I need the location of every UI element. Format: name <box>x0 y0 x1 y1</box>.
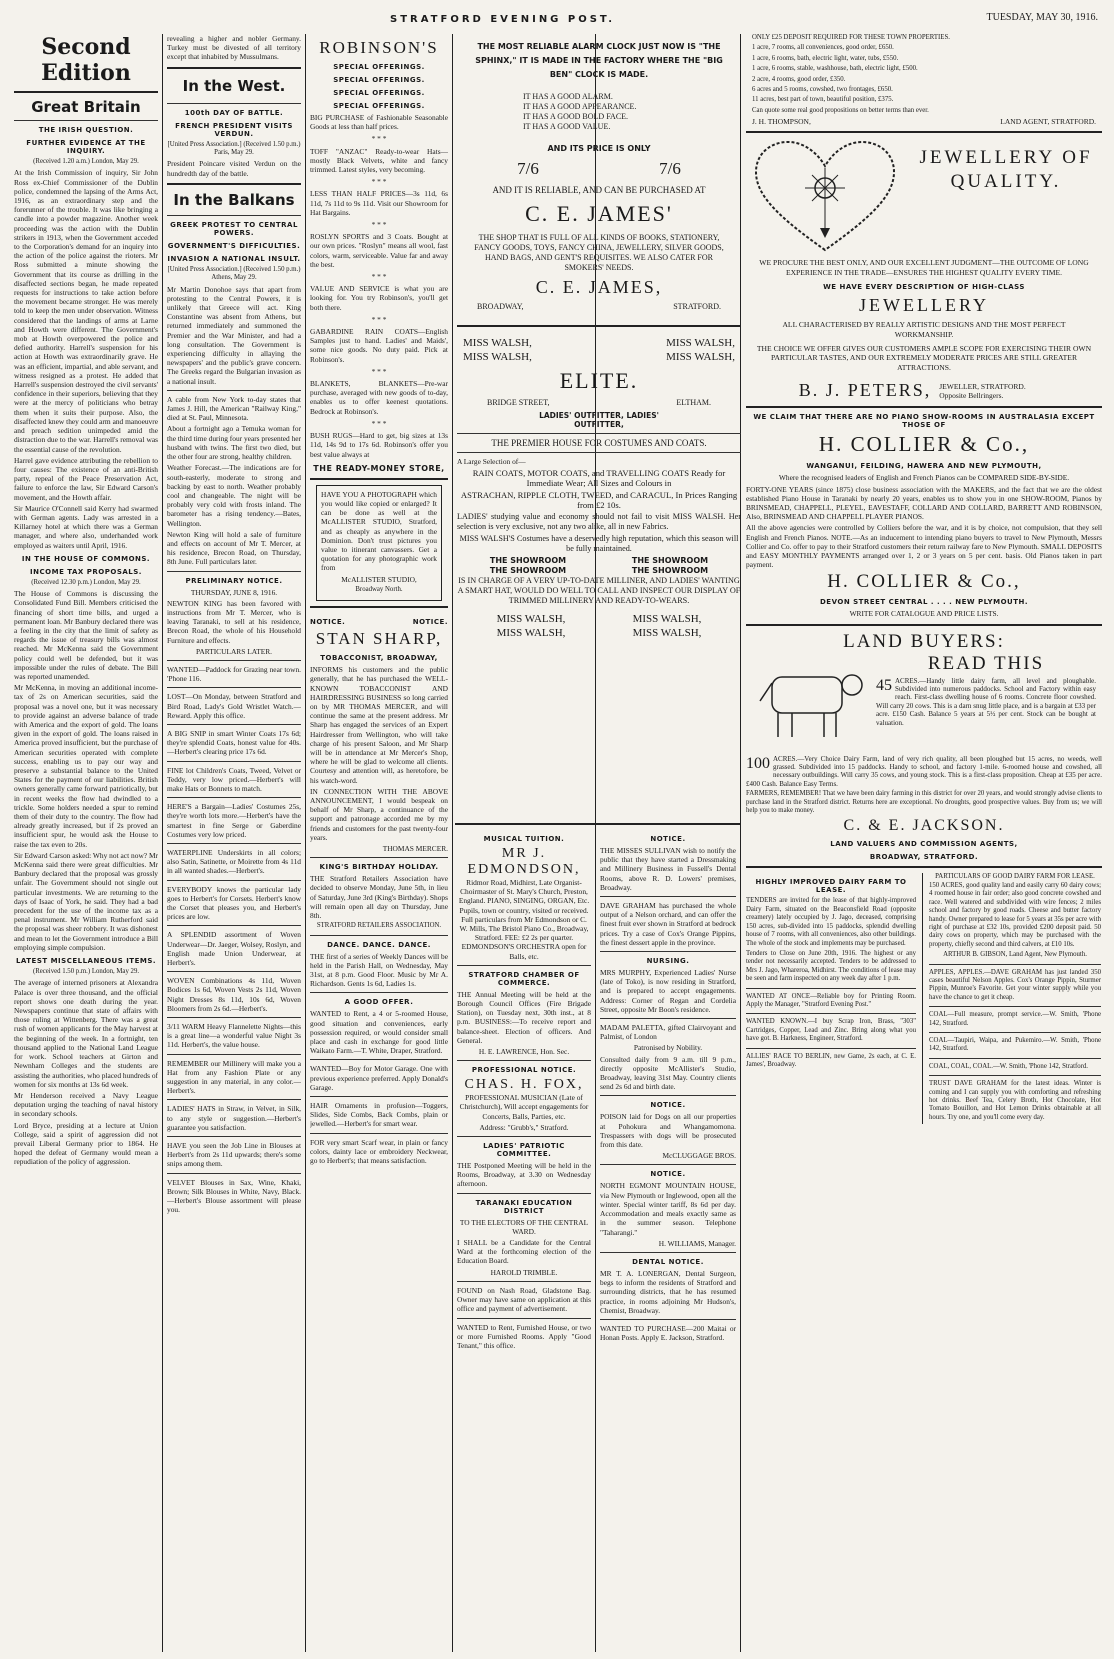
properties-heading: ONLY £25 DEPOSIT REQUIRED FOR THESE TOWN PROPERTIES. <box>752 34 950 41</box>
selection-intro: A Large Selection of— <box>457 457 526 466</box>
robinsons-item: GABARDINE RAIN COATS—English Samples just to hand. Ladies' and Maids', some nice goods. No duty paid. Pick at Robinson's. <box>310 327 448 364</box>
column-rule <box>305 34 306 1652</box>
land-buyers: LAND BUYERS: <box>843 630 1005 652</box>
robinsons-item: TOFF "ANZAC" Ready-to-wear Hats—mostly Black Velvets, white and fancy trimmed. Latest styles, very becoming. <box>310 146 448 175</box>
jewellery-title: JEWELLERY <box>859 295 989 316</box>
classified-ad: EVERYBODY knows the particular lady goes to Herbert's for Corsets. Herbert's know the Corset that pleases you, and Herbert's prices are low. <box>167 884 301 922</box>
stan-sharp-sub: TOBACCONIST, BROADWAY, <box>320 654 438 663</box>
good-offer-body: WANTED to Rent, a 4 or 5-roomed House, good situation and conveniences, early possession required, or would consider small place and cash in exchange for good little Waikato Farm.—T. White, Draper, Stratford. <box>310 1009 448 1056</box>
column-rule <box>452 34 453 1652</box>
article-body: About a fortnight ago a Temuka woman for the third time during four years presented her husband with twins. The first two died, but the other four are strong, healthy children. <box>167 424 301 462</box>
dental-body: MR T. A. LONERGAN, Dental Surgeon, begs to inform the residents of Stratford and surrounding districts, that he has resumed practice, in rooms adjoining Mr Hudson's, Chemist, Broadway. <box>600 1268 736 1315</box>
taranaki-heading: TARANAKI EDUCATION DISTRICT <box>475 1198 573 1215</box>
column-james-walsh <box>457 34 741 854</box>
particulars-lease <box>929 873 1101 1124</box>
walsh-name: MISS WALSH, <box>632 627 702 640</box>
article-body: revealing a higher and nobler Germany. Turkey must be divested of all territory except that inhabited by Mussulmans. <box>167 34 301 62</box>
jackson-address: BROADWAY, STRATFORD. <box>869 853 979 862</box>
classified-ad: WATERPLINE Underskirts in all colors; also Satin, Satinette, or Moirette from 4s 11d in all wanted shades.—Herbert's. <box>167 848 301 876</box>
notice-label: NOTICE. <box>310 618 346 627</box>
special-offerings: SPECIAL OFFERINGS. <box>333 76 425 84</box>
clock-reliable: AND IT IS RELIABLE, AND CAN BE PURCHASED AT <box>492 185 706 195</box>
clock-price: 7/6 <box>659 159 681 178</box>
chamber-heading: STRATFORD CHAMBER OF COMMERCE. <box>468 970 580 987</box>
classified-ad: WOVEN Combinations 4s 11d, Woven Bodices 1s 6d, Woven Vests 2s 11d, Woven Night Dresses 8s 11d, 10s 6d, Woven Bloomers from 2s 6d.—Herbert's. <box>167 976 301 1013</box>
outfitter: LADIES' OUTFITTER, LADIES' OUTFITTER, <box>539 411 659 429</box>
clock-feature: IT HAS A GOOD BOLD FACE. <box>523 112 629 121</box>
dairy-heading: HIGHLY IMPROVED DAIRY FARM TO LEASE. <box>755 878 907 895</box>
section-subheading: INVASION A NATIONAL INSULT. <box>167 254 301 263</box>
headline-west: In the West. <box>182 76 286 95</box>
particulars-heading: PARTICULARS OF GOOD DAIRY FARM FOR LEASE. <box>935 873 1095 881</box>
dance-body: THE first of a series of Weekly Dances will be held in the Parish Hall, on Wednesday, May 31st, at 8 p.m. Good Floor. Music by Mr A. Richardson. Gents 1s 6d, Ladies 1s. <box>310 951 448 989</box>
every-description: WE HAVE EVERY DESCRIPTION OF HIGH-CLASS <box>823 283 1025 292</box>
article-body: Mr Martin Donohoe says that apart from protesting to the Central Powers, it is unlikely that Greece will act. King Constantine was absent from Athens, but returned immediately and summoned the Premier and the War Minister, and had a long consultation. The Government is experiencing difficulty in allaying the newspapers' and the public's grave concern. The Greeks regard the Bulgarian invasion as a national insult. <box>167 284 301 386</box>
paletta-title: MADAM PALETTA, gifted Clairvoyant and Palmist, of London <box>600 1023 736 1042</box>
musical-heading: MUSICAL TUITION. <box>483 835 565 843</box>
cow-icon <box>752 653 872 743</box>
trust-graham-ad: TRUST DAVE GRAHAM for the latest ideas. Winter is coming and I can supply you with comforting and refreshing hot drinks. Beef Tea, Celery Broth, Hot Chocolate, Hot Tomato Bouillon, and Hot Lemon Drinks obtainable at all hours. Try one, and you'll come every day. <box>929 1080 1101 1121</box>
section-heading: THE IRISH QUESTION. <box>38 126 134 134</box>
peters-name: B. J. PETERS, <box>798 380 932 401</box>
property-line: 6 acres and 5 rooms, cowshed, two frontages, £650. <box>752 86 893 94</box>
article-body: Weather Forecast.—The indications are for south-easterly, moderate to strong and backing by east to north. Weather probably cool and changeable. The night will be probably very cold with frosts inland. The barometer has a rising tendency.—Bates, Wellington. <box>167 463 301 528</box>
classified-ad: WANTED—Boy for Motor Garage. One with previous experience preferred. Apply Donald's Garage. <box>310 1064 448 1092</box>
stan-sharp-body: INFORMS his customers and the public generally, that he has purchased the WELL-KNOWN TOBACCONIST AND HAIRDRESSING BUSINESS so long carried on by MR THOMAS MERCER, and will continue the same at the present address. Mr Sharp has engaged the services of an Expert Hairdresser from Wellington, who will take charge of his present Saloon, and Mr Sharp will be in attendance at Mr Mercer's Shop, where he will be glad to welcome all clients. Courtesy and attention will, as heretofore, be his watch-word. <box>310 665 448 785</box>
collier-body-3: All the above agencies were controlled by Colliers before the war, and it is by choice, not compulsion, that they sell English and French Pianos. NOTE.—As an inducement to intending piano buyers to travel to New Plymouth, Messrs Collier and Co. offer to pay to their Stratford customers their return railway fare to New Plymouth. SMALL DEPOSITS and EASY MONTHLY PAYMENTS arranged over 1, 2 or 3 years on 5 per cent. basis. Old Pianos taken in part payment. <box>746 523 1102 570</box>
dairy-body: TENDERS are invited for the lease of that highly-improved Dairy Farm, situated on the Beaconsfield Road (opposite creamery) lately occupied by J. Jago, deceased, comprising 150 acres, sub-divided into 15 paddocks, splendid dwelling house of 7 rooms, with all conveniences, also other buildings. The whole of the stock and implements may be purchased. <box>746 897 916 947</box>
jackson-role: LAND VALUERS AND COMMISSION AGENTS, <box>830 840 1018 849</box>
section-subheading: GOVERNMENT'S DIFFICULTIES. <box>167 241 301 250</box>
acres100-number: 100 <box>746 754 770 772</box>
dairy-lease <box>746 873 916 1124</box>
james-title: C. E. JAMES' <box>525 201 673 226</box>
robinsons-item: VALUE AND SERVICE is what you are looking for. You try Robinson's, you'll get both there. <box>310 284 448 312</box>
collier-body: Where the recognised leaders of English and French Pianos can be COMPARED SIDE-BY-SIDE. <box>778 473 1070 483</box>
classified-ad: FOR very smart Scarf wear, in plain or fancy colors, dainty lace or embroidery Neckwear, go to Herbert's; that means satisfaction. <box>310 1137 448 1166</box>
classified-ad: LADIES' HATS in Straw, in Velvet, in Silk, to any style or suggestion.—Herbert's guarantee you satisfaction. <box>167 1104 301 1132</box>
acres100-block <box>746 755 1102 789</box>
notice-row <box>310 613 448 629</box>
walsh-banner <box>457 332 741 364</box>
dental-heading: DENTAL NOTICE. <box>632 1257 704 1266</box>
acres45-body: ACRES.—Handy little dairy farm, all level and ploughable. Subdivided into numerous paddocks. School and Factory within easy reach. First-class dwelling house of 6 rooms. Concrete floor cowshed. Will carry 20 cows. This is a darn snug little place, and is a bargain at £33 per acre. £150 Cash. Balance 5 years at 5½ per cent. Stock can be bought at valuation. <box>876 676 1096 727</box>
paletta-patronage: Patronised by Nobility. <box>633 1043 703 1053</box>
classified-ad: A BIG SNIP in smart Winter Coats 17s 6d; they're splendid Coats, honest value for 40s.—Herbert's clearing price 17s 6d. <box>167 728 301 757</box>
dairy-body-2: Tenders to Close on June 20th, 1916. The highest or any tender not necessarily accepted. Tenders to be addressed to Mrs J. Jago, Whareroa, Midhirst. The conditions of lease may be seen and farm inspected on any week day after 1 p.m. <box>746 949 916 983</box>
patriotic-heading: LADIES' PATRIOTIC COMMITTEE. <box>483 1142 565 1159</box>
article-body: The House of Commons is discussing the Consolidated Fund Bill. Members criticised the financing of short time bills, and urged a permanent loan. Mr Banbury declared there was a feeling in the city that the limit of safety as regards the issue of treasury bills was almost reached. Mr McKenna said the Government policy could well be defended, but it was impossible under the rules of debate. The Bill was reported unamended. <box>14 589 158 681</box>
photo-ad-box <box>316 485 442 601</box>
connection-body: IN CONNECTION WITH THE ABOVE ANNOUNCEMENT, I would bespeak on behalf of Mr Sharp, a continuance of the support and patronage accorded me by my friends and customers for the past twenty-four years. <box>310 786 448 842</box>
robinsons-item: LESS THAN HALF PRICES—3s 11d, 6s 11d, 7s 11d to 9s 11d. Visit our Showroom for Hat Bargains. <box>310 189 448 217</box>
showroom-label: THE SHOWROOM <box>489 556 567 566</box>
lease-row <box>746 873 1102 1124</box>
section-heading: IN THE HOUSE OF COMMONS. <box>21 554 151 563</box>
newspaper-title: STRATFORD EVENING POST. <box>390 14 616 25</box>
collier-title: H. COLLIER & Co., <box>818 432 1030 457</box>
property-line: 1 acre, 7 rooms, all conveniences, good order, £650. <box>752 44 894 52</box>
connection-signature: THOMAS MERCER. <box>382 844 448 853</box>
classified-ad: FOUND on Nash Road, Gladstone Bag. Owner may have same on application at this office and payment of advertisement. <box>457 1285 591 1314</box>
fox-body: PROFESSIONAL MUSICIAN (Late of Christchurch), Will accept engagements for Concerts, Balls, Parties, etc. <box>459 1093 589 1121</box>
james-address <box>457 302 741 311</box>
dance-heading: DANCE. DANCE. DANCE. <box>327 940 431 949</box>
piano-claim: WE CLAIM THAT THERE ARE NO PIANO SHOW-ROOMS IN AUSTRALASIA EXCEPT THOSE OF <box>753 413 1095 430</box>
notice-label: NOTICE. <box>412 618 448 627</box>
james-title-2: C. E. JAMES, <box>535 277 663 297</box>
classified-ad: WANTED AT ONCE—Reliable boy for Printing Room. Apply the Manager, "Stratford Evening Post." <box>746 992 916 1008</box>
dateline: [United Press Association.] (Received 1.50 p.m.) Athens, May 29. <box>167 265 301 282</box>
collier-towns: WANGANUI, FEILDING, HAWERA AND NEW PLYMOUTH, <box>806 462 1042 471</box>
procure-text: WE PROCURE THE BEST ONLY, AND OUR EXCELLENT JUDGMENT—THE OUTCOME OF LONG EXPERIENCE IN THE TRADE—ENSURES THE HIGHEST QUALITY EVERY TIME. <box>759 258 1089 277</box>
notice-body: NEWTON KING has been favored with instructions from Mr T. Mercer, who is leaving Taranaki, to sell at his residence, Brecon Road, the whole of his Household Furniture and effects. <box>167 598 301 645</box>
notice-heading: NOTICE. <box>650 1170 686 1179</box>
classified-ad: REMEMBER our Millinery will make you a Hat from any Fashion Plate or any suggestion in any material, in any color.—Herbert's. <box>167 1058 301 1096</box>
notice-heading: PRELIMINARY NOTICE. <box>185 576 283 585</box>
acres45-block <box>876 677 1096 729</box>
dateline: [United Press Association.] (Received 1.50 p.m.) Paris, May 29. <box>167 140 301 157</box>
robinsons-item: BLANKETS, BLANKETS—Pre-war purchase, averaged with new goods of to-day, enables us to offer keenest quotations. Bedrock at Robinson's. <box>310 379 448 416</box>
column-news-war <box>167 34 301 1652</box>
notice-date: THURSDAY, JUNE 8, 1916. <box>190 587 278 597</box>
apples-ad: APPLES, APPLES.—DAVE GRAHAM has just landed 350 cases beautiful Nelson Apples. Cox's Orange Pippin, Sturmer Pippin, Munroe's Favorite. Get your winter supply while you have the chance to get it cheap. <box>929 968 1101 1001</box>
jackson-title: C. & E. JACKSON. <box>843 817 1005 835</box>
article-body: Harrel gave evidence attributing the rebellion to four causes: The existence of an anti-British party, repeal of the Peace Preservation Act, failure to enforce the law, Sir Edward Carson's movement, and the Howth affair. <box>14 455 158 502</box>
elite-town: ELTHAM. <box>676 398 711 407</box>
article-body: At the Irish Commission of inquiry, Sir John Ross ex-Chief Commissioner of the Dublin police, condemned the lapsing of the Arms Act, 1916, as an extraordinary step and the forerunner of the trouble. It was like bringing a candle into a powder magazine. Another week proceeding was the action with the Dublin strikers in 1913, when the Government acceded to the Corporation's demand for an inquiry into the action of the police against the rioters. Mr Ross submitted a minute showing the Government that its course as drilling in the disaffected sections began, he made repeated requests for instructions to take action before the movement became stronger. He was merely told to keep the men under observation. Witness considered that the landings of arms at Larne and Howth were different. The Government's mob at Howth overpowered the police and defied authority. Harrell's suspension for his action at Howth was extraordinarily grave. He was an efficient, impartial, and able servant, and witness resigned as a protest. He added that Harrell's suspension destroyed the civil servants' confidence in their superiors, believing that they were at the mercy of politicians who betray them when it suits their purpose. Also, the disaffected knew they could arm and manoeuvre and preach sedition unimpeded amid the distraction due to the war. Harrell's removal was the essential cause of the revolution. <box>14 168 158 454</box>
edition-banner: Second Edition <box>41 34 131 86</box>
showroom-label: THE SHOWROOM <box>631 566 709 576</box>
robinsons-title: ROBINSON'S <box>319 38 439 57</box>
walsh-name: MISS WALSH, <box>463 337 532 349</box>
section-subheading: GREEK PROTEST TO CENTRAL POWERS. <box>170 220 298 237</box>
fox-name: CHAS. H. FOX, <box>464 1077 584 1093</box>
taranaki-sub: TO THE ELECTORS OF THE CENTRAL WARD. <box>459 1217 589 1236</box>
classified-ad: HERE'S a Bargain—Ladies' Costumes 25s, they're worth lots more.—Herbert's have the smartest in fine Serge or Gaberdine Costumes very low priced. <box>167 802 301 839</box>
good-offer-heading: A GOOD OFFER. <box>344 998 414 1007</box>
edmondson-body: Ridmor Road, Midhirst, Late Organist-Choirmaster of St. Mary's Church, Preston, England. PIANO, SINGING, ORGAN, Etc. Pupils, town or country, visited or received. Full particulars from Mr Edmondson or C. W. Mills, The Bristol Piano Co., Broadway, Stratford. FEE: £2 2s per quarter. EDMONDSON'S ORCHESTRA open for Balls, etc. <box>458 878 590 961</box>
thompson-role: LAND AGENT, STRATFORD. <box>1000 117 1096 127</box>
james-street: BROADWAY, <box>477 302 524 311</box>
robinsons-item: BIG PURCHASE of Fashionable Seasonable Goods at less than half prices. <box>310 113 448 132</box>
showroom-label: THE SHOWROOM <box>489 566 567 576</box>
premier-house: THE PREMIER HOUSE FOR COSTUMES AND COATS. <box>491 438 707 448</box>
coal-ad: COAL—Taupiri, Waipa, and Pukemiro.—W. Smith, 'Phone 142, Stratford. <box>929 1036 1101 1053</box>
article-body: Sir Maurice O'Connell said Kerry had swarmed with German agents. Lady was arrested in a Killarney hotel at which there was a German manager, and where also, underhanded work employed as waiters until April, 1916. <box>14 503 158 550</box>
astrachan-line: ASTRACHAN, RIPPLE CLOTH, TWEED, and CARACUL, In Prices Ranging from £2 10s. <box>460 490 738 511</box>
walsh-name: MISS WALSH, <box>666 337 735 349</box>
heart-pendant-icon <box>750 138 900 256</box>
clock-price-label: AND ITS PRICE IS ONLY <box>547 144 651 153</box>
photo-ad-address: Broadway North. <box>355 585 403 593</box>
column-rule <box>162 34 163 1652</box>
notice-body: THE MISSES SULLIVAN wish to notify the public that they have started a Dressmaking and Millinery Business in Fussell's Dental Rooms, above R. D. Lowers' premises, Broadway. <box>600 846 736 892</box>
elite-street: BRIDGE STREET, <box>487 398 550 407</box>
classified-ad: A SPLENDID assortment of Woven Underwear—Dr. Jaeger, Wolsey, Roslyn, and English made Union Underwear, at Herbert's. <box>167 930 301 968</box>
stan-sharp-title: STAN SHARP, <box>315 629 443 649</box>
photo-ad-studio: McALLISTER STUDIO, <box>341 574 417 584</box>
clock-price: 7/6 <box>517 159 539 178</box>
showroom-row <box>457 556 741 576</box>
farmers-remember: FARMERS, REMEMBER! That we have been dairy farming in this district for over 20 years, and would strongly advise clients to purchase land in the Stratford district. Returns here are exceptional. No droughts, good prospective values. Buy from us; we will help you to make money. <box>746 790 1102 815</box>
classified-ad: HAIR Ornaments in profusion—Toggers, Slides, Side Combs, Back Combs, plain or jewelled.—Herbert's for smart wear. <box>310 1101 448 1129</box>
robinsons-item: ROSLYN SPORTS and 3 Coats. Bought at our own prices. "Roslyn" means all wool, fast colors, warm, serviceable. Value far and away the best. <box>310 232 448 269</box>
north-egmont-signature: H. WILLIAMS, Manager. <box>658 1238 736 1248</box>
special-offerings: SPECIAL OFFERINGS. <box>333 102 425 110</box>
section-divider <box>455 823 741 825</box>
walsh-name: MISS WALSH, <box>666 351 735 363</box>
acres45-number: 45 <box>876 676 892 694</box>
classified-ad: VELVET Blouses in Sax, Wine, Khaki, Brown; Silk Blouses in White, Navy, Black.—Herbert's Blouse assortment will please you. <box>167 1177 301 1215</box>
article-body: Newton King will hold a sale of furniture and effects on account of Mr T. Mercer, at his residence, Brecon Road, on Thursday, 8th June. Full particulars later. <box>167 529 301 567</box>
section-heading: LATEST MISCELLANEOUS ITEMS. <box>15 957 157 966</box>
walsh-name: MISS WALSH, <box>463 351 532 363</box>
issue-date: TUESDAY, MAY 30, 1916. <box>986 12 1098 23</box>
costumes-reputation: MISS WALSH'S Costumes have a deservedly high reputation, which this season will be fully maintained. <box>459 534 739 554</box>
acres100-body: ACRES.—Very Choice Dairy Farm, land of very rich quality, all been ploughed but 15 acres, no weeds, well grassed. Subdivided into 15 paddocks. Handy to school, and factory 1-mile. 6-roomed house and cowshed, all necessary outbuildings. Will carry 35 cows, and young stock. This is a first-class proposition. Cheap at £35 per acre. £400 Cash. Balance Easy Terms. <box>746 754 1102 788</box>
column-notices-right <box>600 830 736 1650</box>
notice-heading: NOTICE. <box>650 1101 686 1110</box>
property-line: 2 acre, 4 rooms, good order, £350. <box>752 75 846 83</box>
classified-ad: FINE lot Children's Coats, Tweed, Velvet or Teddy, very low priced.—Herbert's will make Hats or Bonnets to match. <box>167 765 301 793</box>
north-egmont-body: NORTH EGMONT MOUNTAIN HOUSE, via New Plymouth or Inglewood, open all the winter. Special winter tariff, 8s 6d per day. Accommodation and meals exactly same as in the summer season. Telephone "Taharangi." <box>600 1181 736 1237</box>
poison-body: POISON laid for Dogs on all our properties at Pohokura and Whangamomona. Trespassers with dogs will be prosecuted from this date. <box>600 1112 736 1150</box>
clock-feature: IT HAS A GOOD VALUE. <box>523 122 611 131</box>
patriotic-body: THE Postponed Meeting will be held in the Rooms, Broadway, at 3.30 on Wednesday afternoon. <box>457 1161 591 1189</box>
classified-ad: ALLIES' RACE TO BERLIN, new Game, 2s each, at C. E. James', Broadway. <box>746 1052 916 1068</box>
poison-signature: McCLUGGAGE BROS. <box>662 1151 736 1161</box>
clock-headline: THE MOST RELIABLE ALARM CLOCK JUST NOW IS "THE SPHINX," IT IS MADE IN THE FACTORY WHERE THE "BIG BEN" CLOCK IS MADE. <box>475 42 723 79</box>
nursing-body: MRS MURPHY, Experienced Ladies' Nurse (late of Toko), is now residing in Stratford, and is prepared to accept engagements. Address: Corner of Regan and Cordelia Street, opposite Mr Boon's residence. <box>600 968 736 1014</box>
land-cow-block <box>746 653 1102 749</box>
peters-row <box>746 380 1102 401</box>
clock-price-row <box>457 159 741 179</box>
ladies-value: LADIES' studying value and economy should not fail to visit MISS WALSH. Her selection is very exclusive, not any two alike, all in new Fabrics. <box>457 512 741 532</box>
clock-feature: IT HAS A GOOD ALARM. <box>523 92 613 101</box>
article-body: President Poincare visited Verdun on the hundredth day of the battle. <box>167 159 301 178</box>
taranaki-signature: HAROLD TRIMBLE. <box>490 1267 558 1277</box>
notice-footer: PARTICULARS LATER. <box>195 646 273 656</box>
coats-line: RAIN COATS, MOTOR COATS, and TRAVELLING COATS Ready for Immediate Wear; All Sizes and Colours in <box>472 468 726 489</box>
section-subheading: FURTHER EVIDENCE AT THE INQUIRY. <box>26 139 146 155</box>
elite-title: ELITE. <box>559 368 639 393</box>
kings-birthday-signature: STRATFORD RETAILERS ASSOCIATION. <box>316 922 442 930</box>
dateline: (Received 1.50 p.m.) London, May 29. <box>32 968 140 976</box>
james-town: STRATFORD. <box>673 302 721 311</box>
characterised-text: ALL CHARACTERISED BY REALLY ARTISTIC DESIGNS AND THE MOST PERFECT WORKMANSHIP. <box>782 320 1066 340</box>
peters-role: JEWELLER, STRATFORD. Opposite Bellringers. <box>939 381 1026 400</box>
collier-write: WRITE FOR CATALOGUE AND PRICE LISTS. <box>849 609 999 619</box>
robinsons-item: BUSH RUGS—Hard to get, big sizes at 13s 11d, 14s 9d to 17s 6d. Robinson's offer you best value always at <box>310 431 448 459</box>
jewellery-of-quality: JEWELLERY OF QUALITY. <box>919 147 1093 193</box>
headline-great-britain: Great Britain <box>31 98 141 116</box>
section-subheading: INCOME TAX PROPOSALS. <box>30 567 142 576</box>
dateline: (Received 12.30 p.m.) London, May 29. <box>31 578 141 586</box>
collier-title-2: H. COLLIER & Co., <box>827 571 1021 593</box>
article-body: Lord Bryce, presiding at a lecture at Union College, said a spirit of aggression did not prevail Liberal Germany prior to 1864. He hoped the defeat of Germany would mean a repudiation of the policy of aggression. <box>14 1120 158 1167</box>
notice-body: DAVE GRAHAM has purchased the whole output of a Nelson orchard, and can offer the finest fruit ever shown in Stratford at bedrock prices. Try a case of Cox's Orange Pippins, the finest dessert apple in the province. <box>600 901 736 947</box>
properties-note: Can quote some real good propositions on better terms than ever. <box>752 106 929 114</box>
milliner-charge: IS IN CHARGE OF A VERY UP-TO-DATE MILLINER, AND LADIES' WANTING A SMART HAT, WOULD DO WELL TO CALL AND INSPECT OUR DISPLAY OF TRIMMED MILLINERY AND READY-TO-WEARS. <box>457 576 741 606</box>
headline-balkans: In the Balkans <box>173 190 295 209</box>
property-line: 1 acre, 6 rooms, bath, electric light, water, tubs, £550. <box>752 54 899 62</box>
chamber-body: THE Annual Meeting will be held at the Borough Council Offices (Fire Brigade Station), on Tuesday next, 30th inst., at 8 p.m. BUSINESS:—To receive report and balance-sheet. Election of officers. And General. <box>457 989 591 1045</box>
paletta-body: Consulted daily from 9 a.m. till 9 p.m., directly opposite McAllister's Studio, Broadway, leaving 31st May. Country clients send 2s 6d and birth date. <box>600 1054 736 1092</box>
town-properties <box>746 34 1102 126</box>
classified-ad: 3/11 WARM Heavy Flannelette Nights—this is a great line—a wonderful value Night 3s 11d. Herbert's, the value house. <box>167 1022 301 1050</box>
walsh-name: MISS WALSH, <box>496 627 566 640</box>
professional-heading: PROFESSIONAL NOTICE. <box>471 1066 577 1075</box>
thompson-name: J. H. THOMPSON, <box>752 117 811 127</box>
property-line: 11 acres, best part of town, beautiful position, £375. <box>752 96 894 104</box>
edmondson-name: MR J. EDMONDSON, <box>467 846 581 877</box>
walsh-name: MISS WALSH, <box>632 613 702 626</box>
elite-address <box>457 398 741 407</box>
classified-ad: HAVE you seen the Job Line in Blouses at Herbert's from 2s 11d upwards; there's some snips among them. <box>167 1141 301 1169</box>
taranaki-body: I SHALL be a Candidate for the Central Ward at the forthcoming election of the Education Board. <box>457 1238 591 1266</box>
james-shop: THE SHOP THAT IS FULL OF ALL KINDS OF BOOKS, STATIONERY, FANCY GOODS, TOYS, FANCY CHINA, JEWELLERY, SILVER GOODS, HAND BAGS, AND GENT'S REQUISITES. WE ALSO CATER FOR SMOKERS' NEEDS. <box>474 233 724 272</box>
coal-ad: COAL, COAL, COAL.—W. Smith, 'Phone 142, Stratford. <box>929 1062 1088 1070</box>
collier-address: DEVON STREET CENTRAL . . . . NEW PLYMOUTH. <box>819 598 1029 607</box>
clock-feature: IT HAS A GOOD APPEARANCE. <box>523 102 637 111</box>
kings-birthday-body: THE Stratford Retailers Association have decided to observe Monday, June 5th, in lieu of Saturday, June 3rd (King's Birthday). Shops will remain open all day on Thursday, June 8th. <box>310 874 448 921</box>
column-jewellery-land <box>746 34 1102 1652</box>
ready-money-store: THE READY-MONEY STORE, <box>313 463 445 473</box>
walsh-name: MISS WALSH, <box>496 613 566 626</box>
property-line: 1 acre, 6 rooms, stable, washhouse, bath, electric light, £500. <box>752 65 918 73</box>
classified-ad: WANTED to Rent, Furnished House, or two or more Furnished Rooms. Apply "Good Tenant," this office. <box>457 1322 591 1350</box>
section-subheading: FRENCH PRESIDENT VISITS VERDUN. <box>175 121 293 138</box>
kings-birthday-heading: KING'S BIRTHDAY HOLIDAY. <box>319 863 439 872</box>
masthead <box>0 6 1114 28</box>
coal-ad: COAL—Full measure, prompt service.—W. Smith, 'Phone 142, Stratford. <box>929 1011 1101 1027</box>
special-offerings: SPECIAL OFFERINGS. <box>333 63 425 71</box>
jewellery-banner <box>746 138 1102 258</box>
dateline: (Received 1.20 a.m.) London, May 29. <box>33 158 139 165</box>
article-body: Mr Henderson received a Navy League deputation urging the teaching of naval history in secondary schools. <box>14 1090 158 1119</box>
photo-ad-body: HAVE YOU A PHOTOGRAPH which you would like copied or enlarged? It can be done as well at the McALLISTER STUDIO, Stratford, and as cheaply as anywhere in the Dominion. Don't trust pictures you value to itinerant canvassers. Get a quotation for any photographic work from <box>321 489 437 573</box>
article-body: The average of interned prisoners at Alexandra Palace is over three thousand, and the official report shows one death during the year. Newspapers continue that state of affairs with those ruling at Wittenberg. There was a great rush of women applicants for the May harvest at the beginning of the week. In a fortnight, ten thousand applied to the National Land League for work. School teachers at Girton and Newnham Colleges and the students are assisting the authorities, who placed hundreds of women for six months at 13s 6d week. <box>14 978 158 1089</box>
column-notices-left <box>457 830 591 1650</box>
fox-address: Address: "Grubb's," Stratford. <box>479 1122 569 1132</box>
classified-ad: LOST—On Monday, between Stratford and Bird Road, Lady's Gold Wristlet Watch.—Reward. Apply this office. <box>167 692 301 720</box>
section-subheading: 100th DAY OF BATTLE. <box>184 108 284 117</box>
column-robinsons: ROBINSON'S SPECIAL OFFERINGS. SPECIAL OFFERINGS. SPECIAL OFFERINGS. SPECIAL OFFERINGS. BIG PURCHASE of Fashionable Seasonable Goods at less than half prices. * * * TOFF "ANZAC" Ready-to-wear Hats—mostly Black Velvets, white and fancy trimmed. Latest styles, very becoming. * * * LESS THAN HALF PRICES—3s 11d, 6s 11d, 7s 11d to 9s 11d. Visit our Showroom for Hat Bargains. * * * ROSLYN SPORTS and 3 Coats. Bought at our own prices. "Roslyn" means all wool, fast colors, warm, serviceable. Value far and away the best. * * * VALUE AND SERVICE is what you are looking for. You try Robinson's, you'll get both there. * * * GABARDINE RAIN COATS—English Samples just to hand. Ladies' and Maids', some nice goods. No duty paid. Pick at Robinson's. * * * BLANKETS, BLANKETS—Pre-war purchase, averaged with new goods of to-day, enables us to offer keenest quotations. Bedrock at Robinson's. * * * BUSH RUGS—Hard to get, big sizes at 13s 11d, 14s 9d to 17s 6d. Robinson's offer you best value always at THE READY-MONEY STORE, HAVE YOU A PHOTOGRAPH which you would like copied or enlarged? It can be done as well at the McALLISTER STUDIO, Stratford, and as cheaply as anywhere in the Dominion. Don't trust pictures you value to itinerant canvassers. Get a quotation for any photographic work from McALLISTER STUDIO, Broadway North. NOTICE. NOTICE. STAN SHARP, TOBACCONIST, BROADWAY, INFORMS his customers and the public generally, that he has purchased the WELL-KNOWN TOBACCONIST AND HAIRDRESSING BUSINESS so long carried on by MR THOMAS MERCER, and will continue the same at the present address. Mr Sharp has engaged the services of an Expert Hairdresser from Wellington, who will take charge of his present Saloon, and Mr Sharp will be in attendance at Mr Mercer's Shop, where he will be glad to welcome all clients. Courtesy and attention will, as heretofore, be his watch-word. IN CONNECTION WITH THE ABOVE ANNOUNCEMENT, I would bespeak on behalf of Mr Sharp, a continuance of the support and patronage accorded me by my friends and customers for the past twenty-four years. THOMAS MERCER. KING'S BIRTHDAY HOLIDAY. THE Stratford Retailers Association have decided to observe Monday, June 5th, in lieu of Saturday, June 3rd (King's Birthday). Shops will remain open all day on Thursday, June 8th. STRATFORD RETAILERS ASSOCIATION. DANCE. DANCE. DANCE. THE first of a series of Weekly Dances will be held in the Parish Hall, on Wednesday, May 31st, at 8 p.m. Good Floor. Music by Mr A. Richardson. Gents 1s 6d, Ladies 1s. A GOOD OFFER. WANTED to Rent, a 4 or 5-roomed House, good situation and conveniences, early possession required, or would consider small place and cash in exchange for good little Waikato Farm.—T. White, Draper, Stratford. WANTED—Boy for Motor Garage. One with previous experience preferred. Apply Donald's Garage. HAIR Ornaments in profusion—Toggers, Slides, Side Combs, Back Combs, plain or jewelled.—Herbert's for smart wear. FOR very smart Scarf wear, in plain or fancy colors, dainty lace or embroidery Neckwear, go to Herbert's; that means satisfaction. <box>310 38 448 1166</box>
article-body: A cable from New York to-day states that James J. Hill, the American "Railway King," died at St. Paul, Minnesota. <box>167 394 301 423</box>
chamber-signature: H. E. LAWRENCE, Hon. Sec. <box>478 1047 570 1057</box>
article-body: Mr McKenna, in moving an additional income-tax of 2s on American securities, said the proposal was a novel one, but it was necessary to provide against an adverse balance of trade with America and the export of gold. The loans given in the export of gold. The loans raised in America proved insufficient, but the purchase of American securities operated with complete success, enabling us to pay our way and preserve a substantial balance to the United States for the payment of our liabilities. British owners generally came forward patriotically, but in recent weeks the flow had dwindled to a trickle. Some holders needed a spur to remind them of their duty to the country. The flow had already greatly increased, but if 2s proved an insufficient spur, he would ask the House to raise the tax even to 20s. <box>14 683 158 849</box>
column-news-britain <box>14 34 158 1652</box>
classified-ad: WANTED—Paddock for Grazing near town. 'Phone 116. <box>167 664 301 684</box>
choice-text: THE CHOICE WE OFFER GIVES OUR CUSTOMERS AMPLE SCOPE FOR EXERCISING THEIR OWN PARTICULAR TASTES, AND OUR EXTREMELY MODERATE PRICES ARE STILL GREATER ATTRACTIONS. <box>756 343 1092 372</box>
showroom-label: THE SHOWROOM <box>631 556 709 566</box>
classified-ad: WANTED TO PURCHASE—200 Maitai or Honan Posts. Apply E. Jackson, Stratford. <box>600 1323 736 1343</box>
clock-features <box>523 92 741 132</box>
read-this: READ THIS <box>927 652 1045 674</box>
thompson-row <box>752 117 1096 126</box>
particulars-signature: ARTHUR B. GIBSON, Land Agent, New Plymouth. <box>943 951 1087 959</box>
collier-body-2: FORTY-ONE YEARS (since 1875) close business association with the MAKERS, and the fact that we are the oldest established Piano House in Taranaki by nearly 20 years, enables us to show you in one SHOW-ROOM, Pianos by BRINSMEAD, CHAPPELL, PLEYEL, EAVESTAFF, COLLARD AND COLLARD, BARRETT AND ROBINSON, Also, BRINSMEAD AND CHAPPELL PLAYER PIANOS. <box>746 484 1102 522</box>
walsh-banner-bottom <box>457 608 741 640</box>
nursing-heading: NURSING. <box>646 957 690 966</box>
special-offerings: SPECIAL OFFERINGS. <box>333 89 425 97</box>
classified-ad: WANTED KNOWN.—I buy Scrap Iron, Brass, "303" Cartridges, Copper, Lead and Zinc. Bring along what you have got. B. Harkness, Engineer, Stratford. <box>746 1018 916 1043</box>
particulars-body: 150 ACRES, good quality land and easily carry 60 dairy cows; 4 roomed house in fair order; also good concrete cowshed and race. Well watered and subdivided with wire fences; 2 miles school and factory by good roads. Cheese and butter factory handy. Owner prepared to lease for 5 years at 35s per acre with right of purchase at £32 10s, provided £200 deposit paid. 50 dairy cows on property, which may be purchased with the property, chiefly second and third calvers, at £10 10s. <box>929 881 1101 948</box>
notice-heading: NOTICE. <box>650 835 686 843</box>
article-body: Sir Edward Carson asked: Why not act now? Mr McKenna said there were great difficulties. Mr Banbury declared that the proposal was grossly unfair. The Government should not single out particular investments. We are returning to the days of Isaac of York, he said. They had a bad precedent for the use of the income tax as a penal instrument. Mr William Rutherford said the proposal was sheer robbery. It was dishonest and mean to let the Government introduce a Bill employing simple compulsion. <box>14 850 158 952</box>
